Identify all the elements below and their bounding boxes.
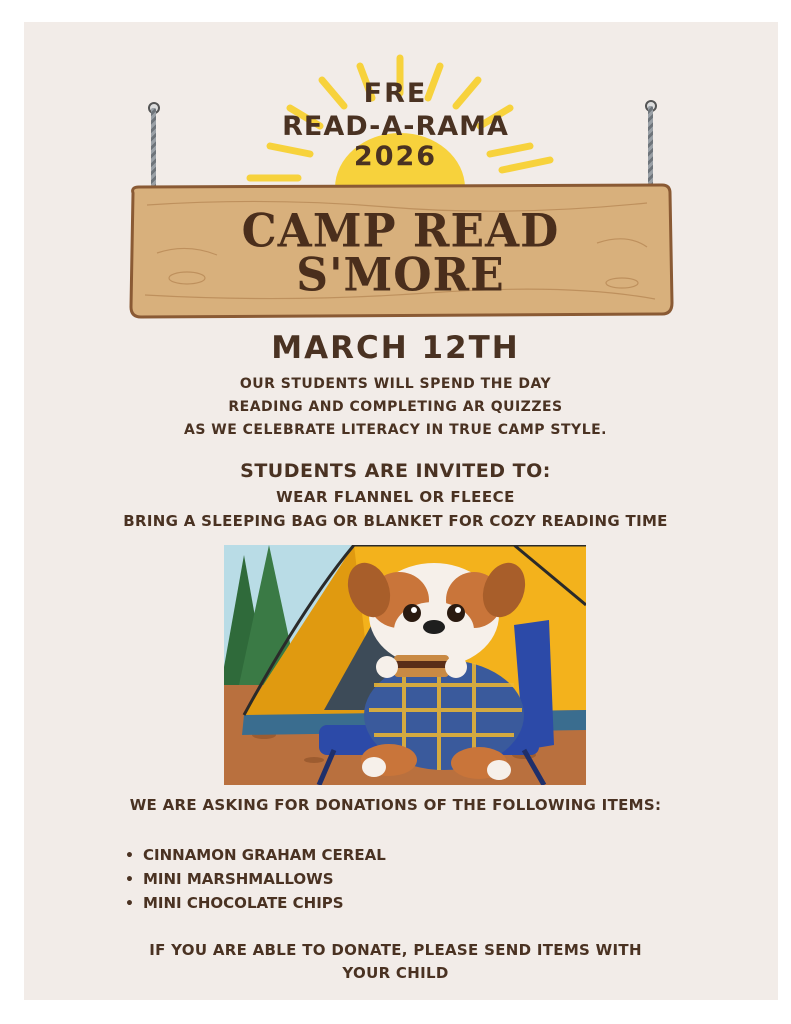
invite-item-2: BRING A SLEEPING BAG OR BLANKET FOR COZY READING TIME: [123, 512, 668, 530]
list-item: [125, 867, 386, 891]
intro-line-1: OUR STUDENTS WILL SPEND THE DAY: [239, 376, 552, 392]
bullet-icon: •: [125, 848, 134, 864]
header-year: 2026: [353, 141, 438, 172]
sign-title-line-2: S'MORE: [296, 248, 505, 303]
intro-line-3: AS WE CELEBRATE LITERACY IN TRUE CAMP STYLE.: [183, 422, 607, 438]
event-date: MARCH 12TH: [271, 330, 520, 366]
donations-heading: WE ARE ASKING FOR DONATIONS OF THE FOLLOWING ITEMS:: [129, 796, 662, 814]
list-item-label: MINI CHOCOLATE CHIPS: [143, 894, 344, 912]
sign-title-line-1: CAMP READ: [241, 204, 560, 259]
closing-line-2: YOUR CHILD: [342, 964, 449, 982]
invite-item-1: WEAR FLANNEL OR FLEECE: [276, 488, 515, 506]
puppy-camping-illustration: [224, 545, 586, 785]
header-line-2: READ-A-RAMA: [282, 111, 509, 142]
intro-line-2: READING AND COMPLETING AR QUIZZES: [228, 399, 563, 415]
header-line-1: FRE: [363, 78, 428, 109]
bullet-icon: •: [125, 896, 134, 912]
closing-line-1: IF YOU ARE ABLE TO DONATE, PLEASE SEND ITEMS WITH: [149, 941, 642, 959]
list-item-label: MINI MARSHMALLOWS: [143, 870, 334, 888]
list-item: [125, 891, 386, 915]
donation-list: [125, 843, 386, 915]
list-item-label: CINNAMON GRAHAM CEREAL: [143, 846, 386, 864]
invite-heading: STUDENTS ARE INVITED TO:: [240, 460, 551, 482]
list-item: [125, 843, 386, 867]
bullet-icon: •: [125, 872, 134, 888]
